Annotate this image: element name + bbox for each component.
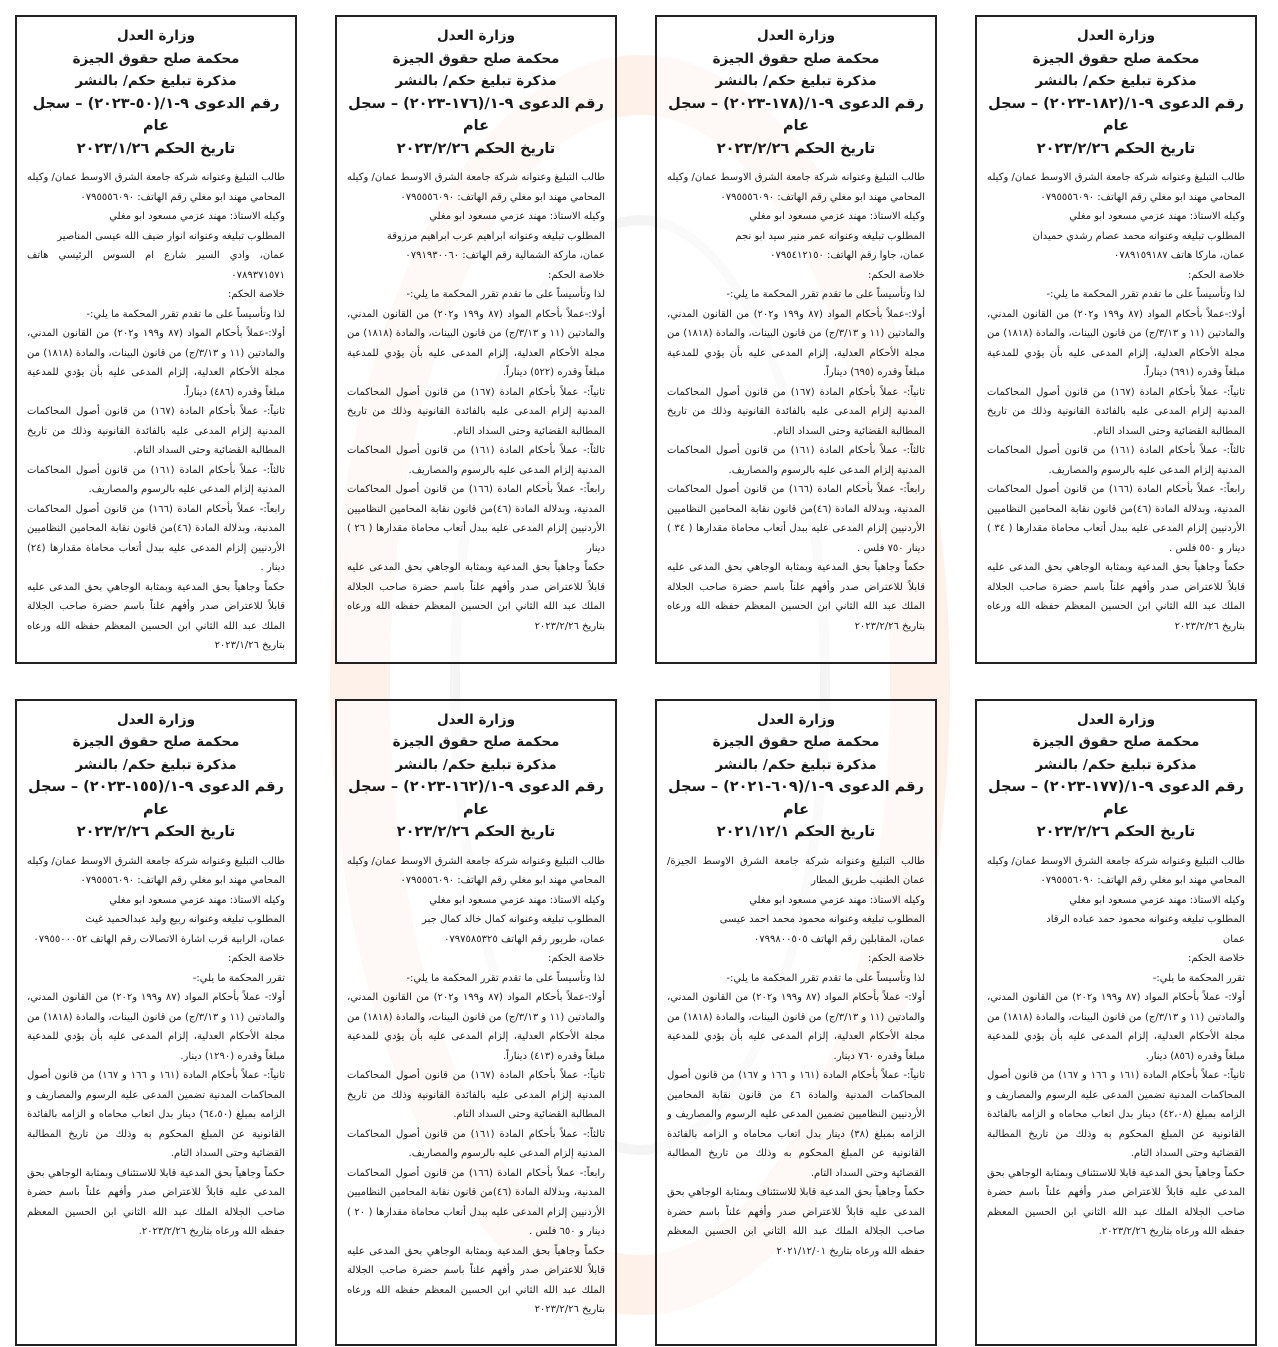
case-number: رقم الدعوى ٩-١/(١٧٧-٢٠٢٣) – سجل عام — [988, 779, 1244, 818]
ministry-title: وزارة العدل — [436, 711, 516, 728]
notice-paragraph: لذا وتأسيساً على ما تقدم تقرر المحكمة ما يلي:- — [86, 308, 285, 320]
ministry-title: وزارة العدل — [1076, 711, 1156, 728]
notice-paragraph: المطلوب تبليغه وعنوانه ربيع وليد عبدالحميد غيث — [85, 914, 285, 925]
notice-paragraph: عمان، جاوا رقم الهاتف: ٠٧٩٥٤١٢١٥٠ — [770, 250, 925, 261]
notice-paragraph: ثالثاً:- عملاً بأحكام المادة (١٦١) من قانون أصول المحاكمات المدنية إلزام المدعى عليه بالرسوم والمصاريف. — [347, 445, 605, 476]
notice-paragraph: ثالثاً:- عملاً بأحكام المادة (١٦١) من قانون أصول المحاكمات المدنية إلزام المدعى عليه بالرسوم والمصاريف. — [347, 1128, 605, 1159]
notice-paragraph: طالب التبليغ وعنوانه شركة جامعة الشرق الاوسط عمان/ وكيله المحامي مهند ابو مغلي رقم الهاتف: ٠٧٩٥٥٥٦٠٩٠ — [987, 855, 1245, 886]
notice-paragraph: حكماً وجاهياً بحق المدعية وبمثابة الوجاهي بحق المدعى عليه قابلاً للاعتراض صدر وأفهم علناً باسم حضرة صاحب الجلالة الملك عبد الله الثاني ابن الحسين المعظم حفظه الله ورعاه بتاريخ ٢٠٢٣/٢/٢٦ — [667, 562, 925, 632]
notice-paragraph: وكيله الاستاذ: مهند عزمي مسعود ابو مغلي — [749, 211, 925, 222]
notice-type: مذكرة تبليغ حكم/ بالنشر — [75, 73, 237, 89]
notice-paragraph: رابعاً:- عملاً بأحكام المادة (١٦٦) من قانون أصول المحاكمات المدنية، وبدلالة المادة (٤٦)من قانون نقابة المحامين النظاميين الأردنيين إلزام المدعى عليه ببدل أتعاب محاماة مقدارها (٢٤) دينار . — [27, 503, 285, 573]
case-number: رقم الدعوى ٩-١/(٦٠٩-٢٠٢١) – سجل عام — [668, 779, 924, 818]
notice-paragraph: أولا:-عملاً بأحكام المواد (٨٧ و١٩٩ و٢٠٢) من القانون المدني، والمادتين (١١ و ٣/١٣/ج) من قانون البينات، والمادة (١٨١٨) من مجلة الأحكام العدلية، إلزام المدعى عليه بأن يؤدي للمدعية مبلغاً وقدره (٥٢٢) ديناراً. — [347, 308, 605, 378]
notice-type: مذكرة تبليغ حكم/ بالنشر — [395, 756, 557, 773]
notice-paragraph: حكماً وجاهياً بحق المدعية وبمثابة الوجاهي بحق المدعى عليه قابلاً للاعتراض صدر وأفهم علناً باسم حضرة صاحب الجلالة الملك عبد الله الثاني ابن الحسين المعظم حفظه الله ورعاه بتاريخ ٢٠٢٣/٢/٢٦ — [347, 562, 605, 632]
notice-paragraph: رابعاً:- عملاً بأحكام المادة (١٦٦) من قانون أصول المحاكمات المدنية، وبدلالة المادة (٤٦)من قانون نقابة المحامين النظاميين الأردنيين إلزام المدعى عليه ببدل أتعاب محاماة مقدارها ( ٢٦ ) دينار — [347, 484, 605, 554]
notice-paragraph: أولا:-عملاً بأحكام المواد (٨٧ و١٩٩ و٢٠٢) من القانون المدني، والمادتين (١١ و ٣/١٣/ج) من قانون البينات، والمادة (١٨١٨) من مجلة الأحكام العدلية، إلزام المدعى عليه بأن يؤدي للمدعية مبلغاً وقدره (٤١٣) ديناراً. — [347, 992, 605, 1062]
notice-paragraph: خلاصة الحكم: — [1187, 269, 1245, 281]
court-name: محكمة صلح حقوق الجيزة — [1032, 734, 1200, 750]
notice-paragraph: عمان، وادي السير شارع ام السوس الرئيسي هاتف ٠٧٨٩٣٧١٥٧١ — [27, 250, 285, 281]
notice-paragraph: المطلوب تبليغه وعنوانه محمد عصام رشدي حميدان — [1032, 230, 1245, 242]
notice-paragraph: حكماً وجاهياً بحق المدعية وبمثابة الوجاهي بحق المدعى عليه قابلاً للاعتراض صدر وأفهم علناً باسم حضرة صاحب الجلالة الملك عبد الله الثاني ابن الحسين المعظم حفظه الله ورعاه بتاريخ ٢٠٢٣/٢/٢٦ — [987, 562, 1245, 632]
notice-paragraph: خلاصة الحكم: — [227, 289, 285, 300]
case-number: رقم الدعوى ٩-١/(١٧٨-٢٠٢٣) – سجل عام — [668, 95, 924, 134]
case-number: رقم الدعوى ٩-١/(٥٠-٢٠٢٣) – سجل عام — [32, 95, 280, 134]
notice-paragraph: لذا وتأسيساً على ما تقدم تقرر المحكمة ما يلي:- — [406, 972, 605, 984]
notice-paragraph: وكيله الاستاذ: مهند عزمي مسعود ابو مغلي — [1069, 894, 1245, 906]
notice-paragraph: ثانياً:- عملاً بأحكام المادة (١٦٧) من قانون أصول المحاكمات المدنية إلزام المدعى عليه بالفائدة القانونية وذلك من تاريخ المطالبة القضائية وحتى السداد التام. — [987, 386, 1245, 437]
notice-paragraph: عمان، الرابية قرب اشارة الاتصالات رقم الهاتف ٠٧٩٥٥٠٠٠٥٢ — [33, 933, 285, 945]
notice-paragraph: ثالثاً:- عملاً بأحكام المادة (١٦١) من قانون أصول المحاكمات المدنية إلزام المدعى عليه بالرسوم والمصاريف. — [667, 445, 925, 476]
notice-paragraph: طالب التبليغ وعنوانه شركة جامعة الشرق الاوسط الجيزة/ عمان الطنيب طريق المطار — [667, 855, 925, 886]
notice-paragraph: المطلوب تبليغه وعنوانه ابراهيم عرب ابراهيم مرزوقة — [386, 230, 605, 242]
court-name: محكمة صلح حقوق الجيزة — [392, 734, 560, 750]
ministry-title: وزارة العدل — [756, 28, 836, 44]
notice-header — [27, 709, 285, 844]
ministry-title: وزارة العدل — [1076, 28, 1156, 44]
notice-paragraph: المطلوب تبليغه وعنوانه كمال خالد كمال جبر — [422, 914, 605, 925]
ministry-title: وزارة العدل — [756, 711, 836, 728]
notice-paragraph: خلاصة الحكم: — [227, 953, 285, 964]
notice-paragraph: طالب التبليغ وعنوانه شركة جامعة الشرق الاوسط عمان/ وكيله المحامي مهند ابو مغلي رقم الهاتف: ٠٧٩٥٥٥٦٠٩٠ — [347, 172, 605, 203]
notice-paragraph: أولا:-عملاً بأحكام المواد (٨٧ و١٩٩ و٢٠٢) من القانون المدني، والمادتين (١١ و ٣/١٣/ج) من قانون البينات، والمادة (١٨١٨) من مجلة الأحكام العدلية، إلزام المدعى عليه بأن يؤدي للمدعية مبلغاً وقدره (٦٩٥) ديناراً. — [667, 308, 925, 378]
notice-type: مذكرة تبليغ حكم/ بالنشر — [75, 756, 237, 773]
court-name: محكمة صلح حقوق الجيزة — [392, 50, 560, 67]
notice-paragraph: حكماً وجاهياً بحق المدعية قابلا للاستئناف وبمثابة الوجاهي بحق المدعى عليه قابلاً للاعتراض صدر وأفهم علناً باسم حضرة صاحب الجلالة الملك عبد الله الثاني ابن الحسين المعظم حفظه الله ورعاه بتاريخ ٢٠٢١/١٢/٠١ — [667, 1187, 925, 1257]
notice-paragraph: ثالثاً:- عملاً بأحكام المادة (١٦١) من قانون أصول المحاكمات المدنية إلزام المدعى عليه بالرسوم والمصاريف. — [27, 464, 285, 495]
judgment-date: تاريخ الحكم ٢٠٢٣/١/٢٦ — [76, 140, 236, 157]
judgment-date: تاريخ الحكم ٢٠٢٣/٢/٢٦ — [396, 140, 556, 157]
notice-paragraph: المطلوب تبليغه وعنوانه عمر منير سيد ابو نجم — [735, 230, 925, 242]
court-notice — [15, 15, 297, 664]
notice-paragraph: خلاصة الحكم: — [547, 953, 605, 964]
notice-paragraph: عمان، طربور رقم الهاتف ٠٧٩٧٥٨٥٣٢٥ — [444, 933, 605, 945]
notice-paragraph: وكيله الاستاذ: مهند عزمي مسعود ابو مغلي — [429, 211, 605, 222]
notice-header — [27, 25, 285, 160]
notice-paragraph: ثانياً:- عملاً بأحكام المادة (١٦١ و ١٦٦ و ١٦٧) من قانون أصول المحاكمات المدنية تضمين المدعى عليه الرسوم والمصاريف و الزامه بمبلغ (٤٢،٠٨) دينار بدل اتعاب محاماه و الزامه بالفائدة القانونية عن المبلغ المحكوم به وذلك من تاريخ المطالبة القضائية وحتى السداد التام. — [987, 1070, 1246, 1159]
notice-paragraph: أولا:- عملاً بأحكام المواد (٨٧ و١٩٩ و٢٠٢) من القانون المدني، والمادتين (١١ و ٣/١٣/ج) من قانون البينات، والمادة (١٨١٨) من مجلة الأحكام العدلية، إلزام المدعى عليه بأن يؤدي للمدعية مبلغاً وقدره ٧٦٠ دينار. — [667, 992, 925, 1062]
court-notice — [975, 699, 1257, 1346]
notice-header — [347, 709, 605, 844]
notice-paragraph: ثانياً:- عملاً بأحكام المادة (١٦٧) من قانون أصول المحاكمات المدنية إلزام المدعى عليه بالفائدة القانونية وذلك من تاريخ المطالبة القضائية وحتى السداد التام. — [667, 386, 925, 437]
court-notice — [655, 699, 937, 1346]
notice-paragraph: المطلوب تبليغه وعنوانه محمود حمد عباده الرقاد — [1046, 914, 1245, 925]
notice-header — [987, 709, 1245, 844]
court-name: محكمة صلح حقوق الجيزة — [712, 734, 880, 750]
notice-paragraph: عمان، المقابلين رقم الهاتف ٠٧٩٩٨٠٠٥٠٥ — [753, 933, 925, 945]
notice-paragraph: لذا وتأسيساً على ما تقدم تقرر المحكمة ما يلي:- — [726, 289, 925, 300]
notice-paragraph: عمان، ماركا هاتف ٠٧٨٩١٥٩١٨٧ — [1113, 250, 1245, 261]
notice-paragraph: وكيله الاستاذ: مهند عزمي مسعود ابو مغلي — [109, 211, 285, 222]
case-number: رقم الدعوى ٩-١/(١٧٦-٢٠٢٣) – سجل عام — [348, 95, 604, 134]
notice-paragraph: لذا وتأسيساً على ما تقدم تقرر المحكمة ما يلي:- — [406, 289, 605, 300]
notice-paragraph: خلاصة الحكم: — [867, 269, 925, 281]
notices-grid — [15, 15, 1257, 1346]
notice-type: مذكرة تبليغ حكم/ بالنشر — [1035, 756, 1197, 773]
notice-paragraph: ثانياً:- عملاً بأحكام المادة (١٦٧) من قانون أصول المحاكمات المدنية إلزام المدعى عليه بالفائدة القانونية وذلك من تاريخ المطالبة القضائية وحتى السداد التام. — [347, 386, 605, 437]
notice-paragraph: حكماً وجاهياً بحق المدعية وبمثابة الوجاهي بحق المدعى عليه قابلاً للاعتراض صدر وأفهم علناً باسم حضرة صاحب الجلالة الملك عبد الله الثاني ابن الحسين المعظم حفظه الله ورعاه بتاريخ ٢٠٢٣/١/٢٦ — [27, 581, 285, 651]
notice-type: مذكرة تبليغ حكم/ بالنشر — [715, 73, 877, 89]
notice-paragraph: تقرر المحكمة ما يلي:- — [192, 972, 285, 984]
notice-paragraph: رابعاً:- عملاً بأحكام المادة (١٦٦) من قانون أصول المحاكمات المدنية، وبدلالة المادة (٤٦)من قانون نقابة المحامين النظاميين الأردنيين إلزام المدعى عليه ببدل أتعاب محاماة مقدارها ( ٣٤ ) دينار ٧٥٠ فلس . — [667, 484, 925, 554]
notice-paragraph: رابعاً:- عملاً بأحكام المادة (١٦٦) من قانون أصول المحاكمات المدنية، وبدلالة المادة (٤٦)من قانون نقابة المحامين النظاميين الأردنيين إلزام المدعى عليه ببدل أتعاب محاماة مقدارها ( ٣٤ ) دينار و ٥٥٠ فلس . — [987, 484, 1245, 554]
notice-type: مذكرة تبليغ حكم/ بالنشر — [395, 73, 557, 89]
judgment-date: تاريخ الحكم ٢٠٢٣/٢/٢٦ — [396, 824, 556, 840]
ministry-title: وزارة العدل — [116, 711, 196, 728]
court-name: محكمة صلح حقوق الجيزة — [1032, 50, 1200, 67]
judgment-date: تاريخ الحكم ٢٠٢٣/٢/٢٦ — [76, 824, 236, 840]
notice-paragraph: وكيله الاستاذ: مهند عزمي مسعود ابو مغلي — [429, 894, 605, 906]
notice-paragraph: طالب التبليغ وعنوانه شركة جامعة الشرق الاوسط عمان/ وكيله المحامي مهند ابو مغلي رقم الهاتف: ٠٧٩٥٥٥٦٠٩٠ — [987, 172, 1245, 203]
notice-paragraph: وكيله الاستاذ: مهند عزمي مسعود ابو مغلي — [1069, 211, 1245, 222]
notice-header — [347, 25, 605, 160]
notice-paragraph: المطلوب تبليغه وعنوانه انوار ضيف الله عيسى المناصير — [57, 230, 285, 242]
notice-paragraph: ثانياً:- عملاً بأحكام المادة (١٦١ و ١٦٦ و ١٦٧) من قانون أصول المحاكمات المدنية تضمين المدعى عليه الرسوم والمصاريف و الزامه بمبلغ (٦٤،٥٠) دينار بدل اتعاب محاماه و الزامه بالفائدة القانونية عن المبلغ المحكوم به وذلك من تاريخ المطالبة القضائية وحتى السداد التام. — [27, 1070, 286, 1159]
case-number: رقم الدعوى ٩-١/(١٥٥-٢٠٢٣) – سجل عام — [28, 779, 284, 818]
notice-paragraph: تقرر المحكمة ما يلي:- — [1152, 972, 1245, 984]
court-notice — [655, 15, 937, 664]
notice-type: مذكرة تبليغ حكم/ بالنشر — [1035, 73, 1197, 89]
judgment-date: تاريخ الحكم ٢٠٢٣/٢/٢٦ — [1036, 140, 1196, 157]
notice-paragraph: ثالثاً:- عملاً بأحكام المادة (١٦١) من قانون أصول المحاكمات المدنية إلزام المدعى عليه بالرسوم والمصاريف. — [987, 445, 1245, 476]
notice-paragraph: وكيله الاستاذ: مهند عزمي مسعود ابو مغلي — [109, 894, 285, 906]
notice-paragraph: خلاصة الحكم: — [1187, 953, 1245, 964]
notice-paragraph: عمان، ماركة الشمالية رقم الهاتف: ٠٧٩١٩٣٠٠٦٠ — [405, 250, 605, 261]
notice-header — [987, 25, 1245, 160]
notice-paragraph: ثانياً:- عملاً بأحكام المادة (١٦٧) من قانون أصول المحاكمات المدنية إلزام المدعى عليه بالفائدة القانونية وذلك من تاريخ المطالبة القضائية وحتى السداد التام. — [347, 1070, 605, 1120]
court-name: محكمة صلح حقوق الجيزة — [72, 734, 240, 750]
notice-paragraph: أولا:- عملاً بأحكام المواد (٨٧ و١٩٩ و٢٠٢) من القانون المدني، والمادتين (١١ و ٣/١٣/ج) من قانون البينات، والمادة (١٨١٨) من مجلة الأحكام العدلية، إلزام المدعى عليه بأن يؤدي للمدعية مبلغاً وقدره (٨٥٦) دينار. — [987, 992, 1245, 1062]
notice-paragraph: رابعاً:- عملاً بأحكام المادة (١٦٦) من قانون أصول المحاكمات المدنية، وبدلالة المادة (٤٦)من قانون نقابة المحامين النظاميين الأردنيين إلزام المدعى عليه ببدل أتعاب محاماة مقدارها ( ٢٠ ) دينار و ٦٥٠ فلس . — [347, 1167, 605, 1237]
notice-paragraph: ثانياً:- عملاً بأحكام المادة (١٦٧) من قانون أصول المحاكمات المدنية إلزام المدعى عليه بالفائدة القانونية وذلك من تاريخ المطالبة القضائية وحتى السداد التام. — [27, 406, 285, 456]
notice-paragraph: لذا وتأسيساً على ما تقدم تقرر المحكمة ما يلي:- — [726, 972, 925, 984]
notice-paragraph: لذا وتأسيساً على ما تقدم تقرر المحكمة ما يلي:- — [1046, 289, 1245, 300]
court-name: محكمة صلح حقوق الجيزة — [72, 50, 240, 67]
case-number: رقم الدعوى ٩-١/(١٨٢-٢٠٢٣) – سجل عام — [988, 95, 1244, 134]
notice-paragraph: عمان — [1222, 933, 1245, 945]
notice-paragraph: خلاصة الحكم: — [547, 269, 605, 281]
court-notice — [15, 699, 297, 1346]
notice-type: مذكرة تبليغ حكم/ بالنشر — [715, 756, 877, 773]
judgment-date: تاريخ الحكم ٢٠٢٣/٢/٢٦ — [716, 140, 876, 157]
notice-paragraph: أولا:-عملاً بأحكام المواد (٨٧ و١٩٩ و٢٠٢) من القانون المدني، والمادتين (١١ و ٣/١٣/ج) من قانون البينات، والمادة (١٨١٨) من مجلة الأحكام العدلية، إلزام المدعى عليه بأن يؤدي للمدعية مبلغاً وقدره (٦٩١) ديناراً. — [987, 308, 1245, 378]
notice-paragraph: طالب التبليغ وعنوانه شركة جامعة الشرق الاوسط عمان/ وكيله المحامي مهند ابو مغلي رقم الهاتف: ٠٧٩٥٥٥٦٠٩٠ — [27, 855, 285, 886]
court-name: محكمة صلح حقوق الجيزة — [712, 50, 880, 67]
notice-paragraph: طالب التبليغ وعنوانه شركة جامعة الشرق الاوسط عمان/ وكيله المحامي مهند ابو مغلي رقم الهاتف: ٠٧٩٥٥٥٦٠٩٠ — [347, 855, 605, 886]
ministry-title: وزارة العدل — [116, 28, 196, 44]
ministry-title: وزارة العدل — [436, 28, 516, 44]
notice-paragraph: المطلوب تبليغه وعنوانه محمود محمد احمد عيسى — [719, 914, 925, 925]
court-notice — [335, 699, 617, 1346]
court-notice — [335, 15, 617, 664]
notice-paragraph: طالب التبليغ وعنوانه شركة جامعة الشرق الاوسط عمان/ وكيله المحامي مهند ابو مغلي رقم الهاتف: ٠٧٩٥٥٥٦٠٩٠ — [667, 172, 925, 203]
notice-paragraph: حكماً وجاهياً بحق المدعية وبمثابة الوجاهي بحق المدعى عليه قابلاً للاعتراض صدر وأفهم علناً باسم حضرة صاحب الجلالة الملك عبد الله الثاني ابن الحسين المعظم حفظه الله ورعاه بتاريخ ٢٠٢٣/٢/٢٦ — [347, 1245, 605, 1315]
notice-paragraph: طالب التبليغ وعنوانه شركة جامعة الشرق الاوسط عمان/ وكيله المحامي مهند ابو مغلي رقم الهاتف: ٠٧٩٥٥٥٦٠٩٠ — [27, 172, 285, 203]
court-notice — [975, 15, 1257, 664]
judgment-date: تاريخ الحكم ٢٠٢١/١٢/١ — [716, 824, 876, 840]
case-number: رقم الدعوى ٩-١/(١٦٢-٢٠٢٣) – سجل عام — [348, 779, 604, 818]
notice-paragraph: وكيله الاستاذ: مهند عزمي مسعود ابو مغلي — [749, 894, 925, 906]
notice-paragraph: أولا:- عملاً بأحكام المواد (٨٧ و١٩٩ و٢٠٢) من القانون المدني، والمادتين (١١ و ٣/١٣/ج) من قانون البينات، والمادة (١٨١٨) من مجلة الأحكام العدلية، إلزام المدعى عليه بأن يؤدي للمدعية مبلغاً وقدره (١٢٩٠) دينار. — [27, 992, 285, 1062]
notice-paragraph: خلاصة الحكم: — [867, 953, 925, 964]
notice-header — [667, 25, 925, 160]
notice-paragraph: ثانياً:- عملاً بأحكام المادة (١٦١ و ١٦٦ و ١٦٧) من قانون أصول المحاكمات المدنية والمادة ٤٦ من قانون نقابة المحامين الأردنيين النظاميين تضمين المدعى عليه الرسوم والمصاريف و الزامه بمبلغ (٣٨) دينار بدل اتعاب محاماه و الزامه بالفائدة القانونية عن المبلغ المحكوم به وذلك من تاريخ المطالبة القضائية وحتى السداد التام. — [667, 1070, 926, 1179]
notice-paragraph: حكماً وجاهياً بحق المدعية قابلا للاستئناف وبمثابة الوجاهي بحق المدعى عليه قابلاً للاعتراض صدر وأفهم علناً باسم حضرة صاحب الجلالة الملك عبد الله الثاني ابن الحسين المعظم حفظه الله ورعاه بتاريخ ٢٠٢٣/٢/٢٦. — [27, 1167, 285, 1237]
notice-paragraph: أولا:-عملاً بأحكام المواد (٨٧ و١٩٩ و٢٠٢) من القانون المدني، والمادتين (١١ و ٣/١٣/ج) من قانون البينات، والمادة (١٨١٨) من مجلة الأحكام العدلية، إلزام المدعى عليه بأن يؤدي للمدعية مبلغاً وقدره (٤٨٦) ديناراً. — [27, 328, 285, 398]
judgment-date: تاريخ الحكم ٢٠٢٣/٢/٢٦ — [1036, 824, 1196, 840]
notice-paragraph: حكماً وجاهياً بحق المدعية قابلا للاستئناف وبمثابة الوجاهي بحق المدعى عليه قابلاً للاعتراض صدر وأفهم علناً باسم حضرة صاحب الجلالة الملك عبد الله الثاني ابن الحسين المعظم حفظه الله ورعاه بتاريخ ٢٠٢٣/٢/٢٦. — [987, 1167, 1245, 1237]
notice-header — [667, 709, 925, 844]
